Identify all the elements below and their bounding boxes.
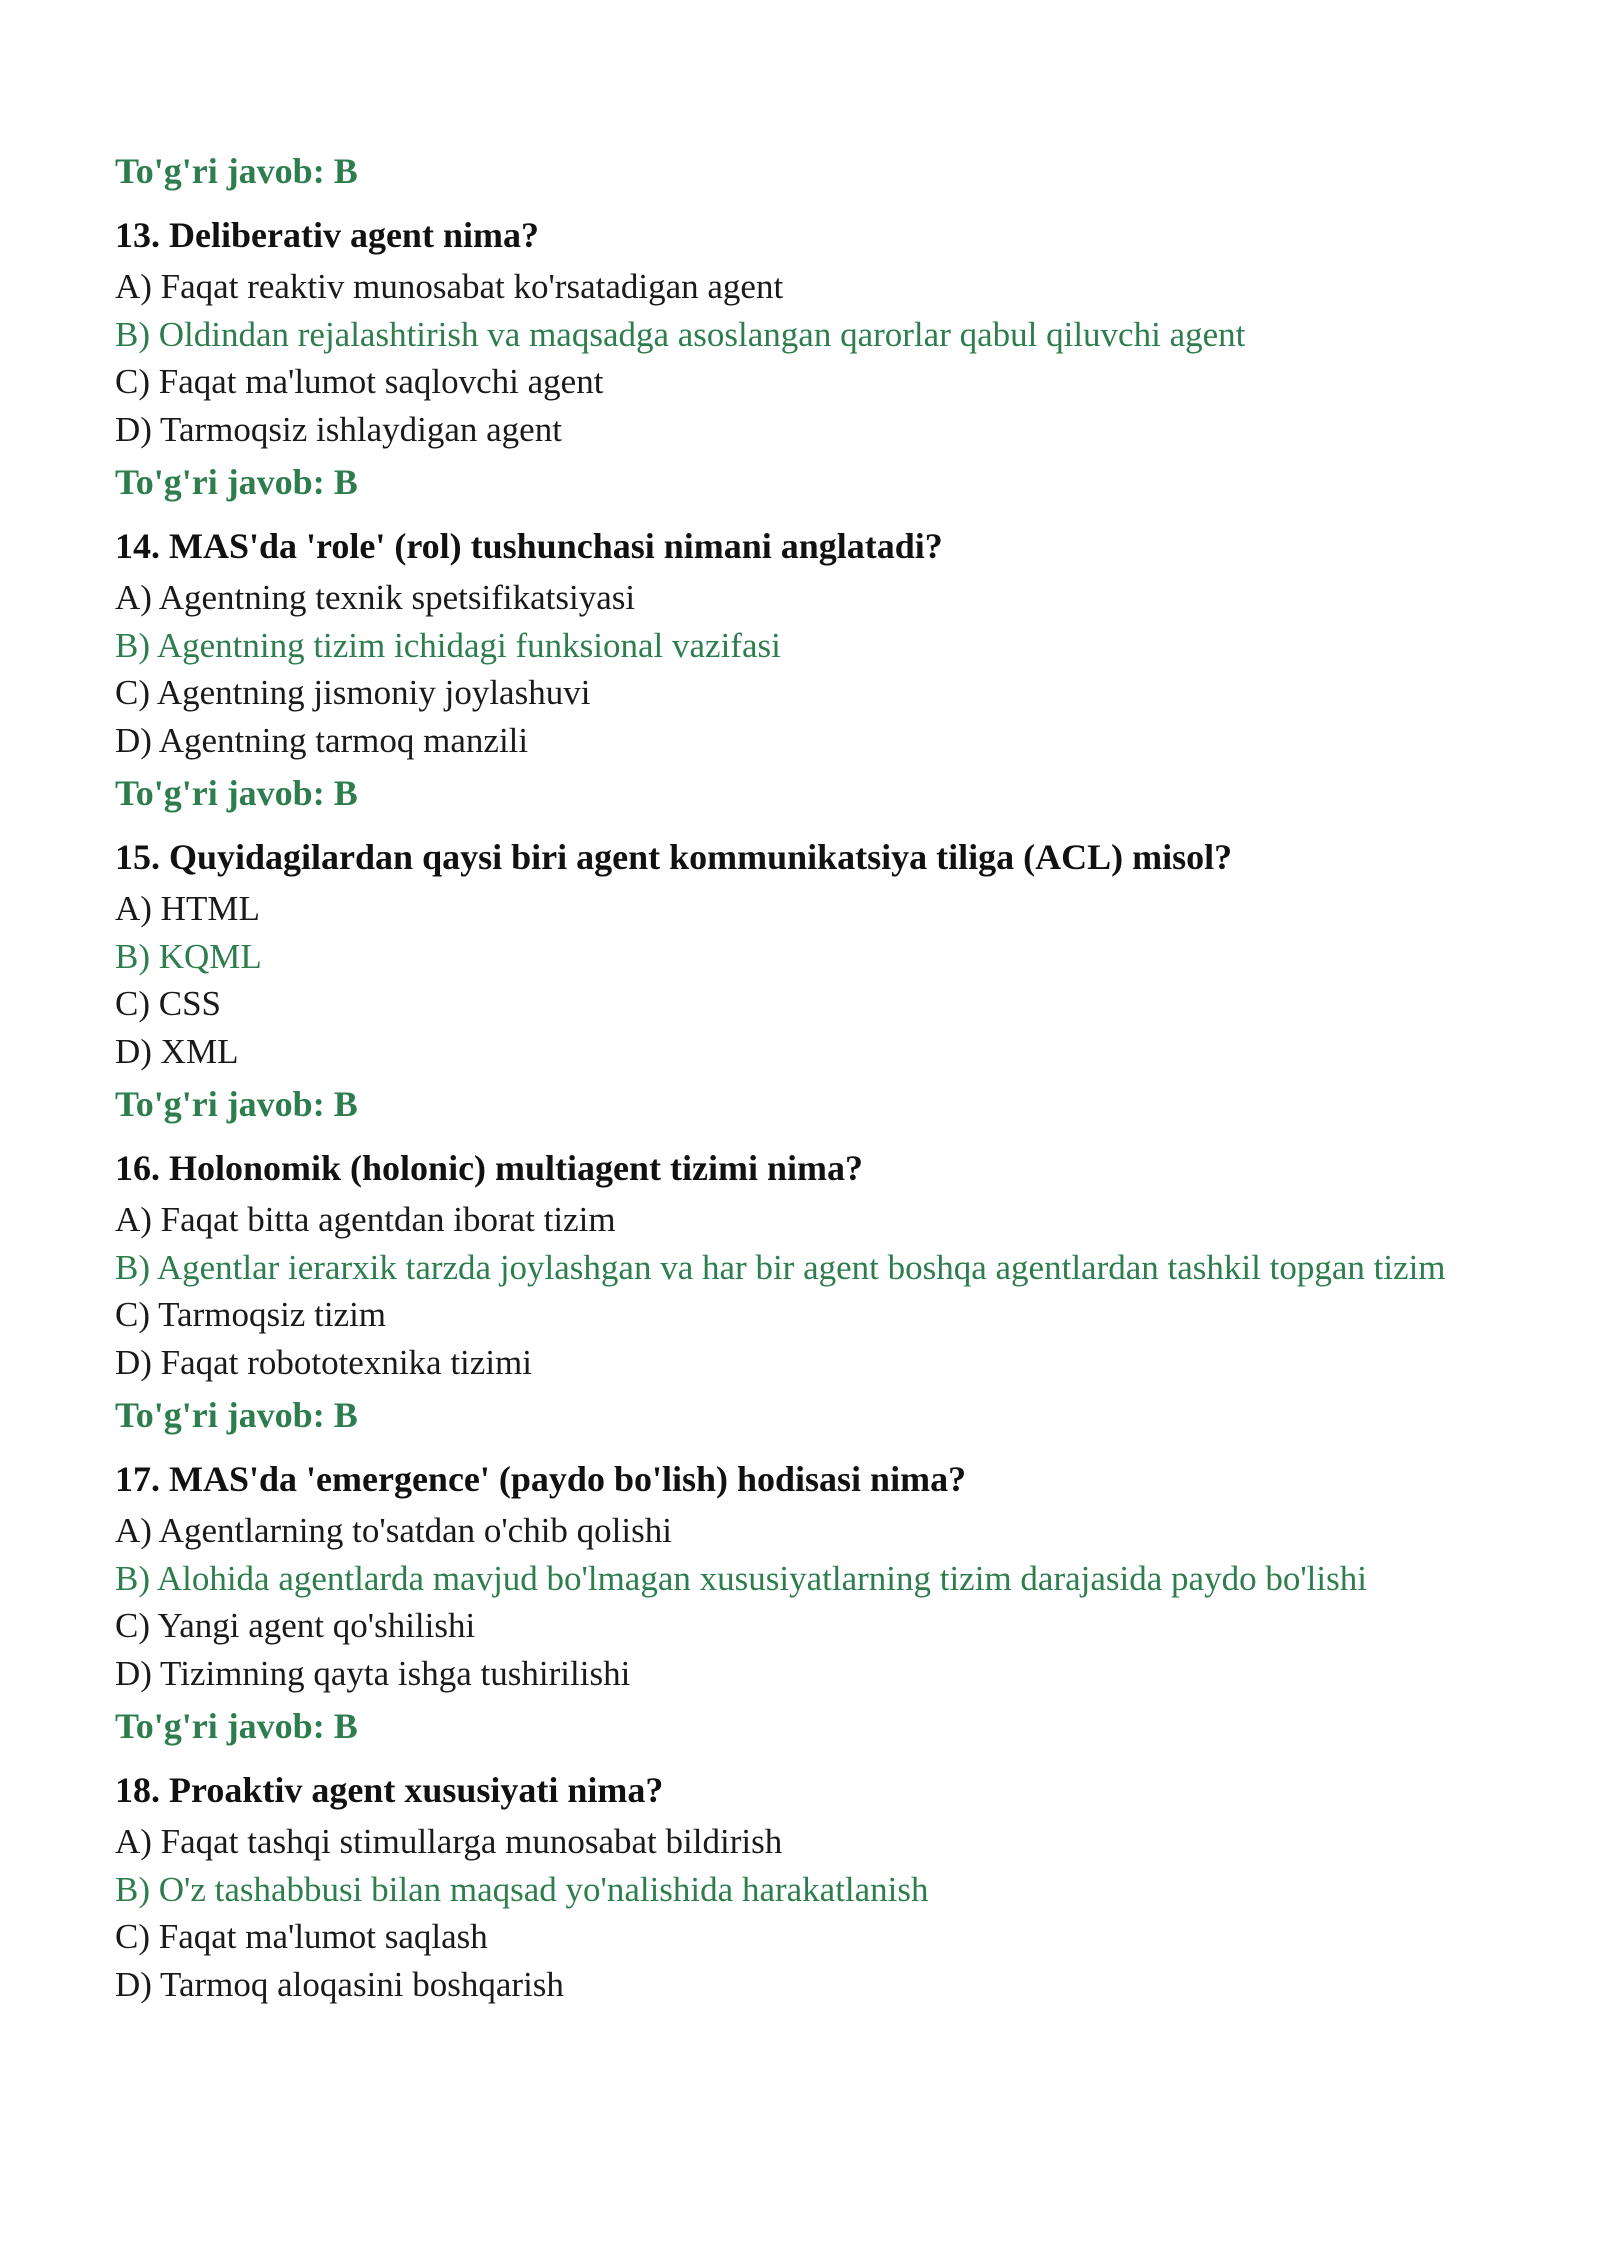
question-block <box>115 834 1535 1128</box>
question-list <box>115 212 1535 2008</box>
correct-answer-line: To'g'ri javob: B <box>115 1395 358 1435</box>
correct-option: B) Oldindan rejalashtirish va maqsadga asoslangan qarorlar qabul qiluvchi agent <box>115 314 1246 354</box>
correct-option: B) KQML <box>115 936 262 976</box>
answer-line-12: To'g'ri javob: B <box>115 151 358 191</box>
question-block <box>115 1767 1535 2008</box>
answer-option: A) HTML <box>115 889 260 928</box>
answer-option: C) Tarmoqsiz tizim <box>115 1295 387 1334</box>
question-title: 13. Deliberativ agent nima? <box>115 215 539 255</box>
question-title: 15. Quyidagilardan qaysi biri agent kommunikatsiya tiliga (ACL) misol? <box>115 837 1233 877</box>
correct-answer-line: To'g'ri javob: B <box>115 773 358 813</box>
correct-answer-line: To'g'ri javob: B <box>115 1706 358 1746</box>
answer-option: D) Tarmoqsiz ishlaydigan agent <box>115 409 562 449</box>
answer-option: C) Yangi agent qo'shilishi <box>115 1606 476 1645</box>
answer-option: D) Tarmoq aloqasini boshqarish <box>115 1964 564 2004</box>
correct-option: B) Alohida agentlarda mavjud bo'lmagan xususiyatlarning tizim darajasida paydo bo'lishi <box>115 1558 1367 1598</box>
document-page <box>115 148 1535 2008</box>
answer-option: D) Agentning tarmoq manzili <box>115 720 529 760</box>
correct-option: B) Agentning tizim ichidagi funksional vazifasi <box>115 625 781 665</box>
correct-option: B) O'z tashabbusi bilan maqsad yo'nalishida harakatlanish <box>115 1869 929 1909</box>
question-block <box>115 212 1535 506</box>
question-title: 18. Proaktiv agent xususiyati nima? <box>115 1770 664 1810</box>
correct-answer-line: To'g'ri javob: B <box>115 1084 358 1124</box>
answer-option: D) Tizimning qayta ishga tushirilishi <box>115 1653 631 1693</box>
answer-option: C) Faqat ma'lumot saqlash <box>115 1917 488 1956</box>
question-title: 17. MAS'da 'emergence' (paydo bo'lish) hodisasi nima? <box>115 1459 967 1499</box>
answer-option: A) Faqat bitta agentdan iborat tizim <box>115 1200 616 1239</box>
answer-option: D) XML <box>115 1031 239 1071</box>
question-title: 16. Holonomik (holonic) multiagent tizimi nima? <box>115 1148 864 1188</box>
answer-option: C) CSS <box>115 984 222 1023</box>
answer-option: A) Agentlarning to'satdan o'chib qolishi <box>115 1511 672 1550</box>
answer-option: A) Agentning texnik spetsifikatsiyasi <box>115 578 636 617</box>
question-block <box>115 1145 1535 1439</box>
answer-option: C) Faqat ma'lumot saqlovchi agent <box>115 362 604 401</box>
answer-option: D) Faqat robototexnika tizimi <box>115 1342 532 1382</box>
correct-option: B) Agentlar ierarxik tarzda joylashgan va har bir agent boshqa agentlardan tashkil topgan tizim <box>115 1247 1446 1287</box>
answer-option: C) Agentning jismoniy joylashuvi <box>115 673 591 712</box>
question-block <box>115 523 1535 817</box>
question-title: 14. MAS'da 'role' (rol) tushunchasi nimani anglatadi? <box>115 526 943 566</box>
correct-answer-line: To'g'ri javob: B <box>115 462 358 502</box>
answer-option: A) Faqat tashqi stimullarga munosabat bildirish <box>115 1822 783 1861</box>
question-block <box>115 1456 1535 1750</box>
answer-option: A) Faqat reaktiv munosabat ko'rsatadigan agent <box>115 267 784 306</box>
